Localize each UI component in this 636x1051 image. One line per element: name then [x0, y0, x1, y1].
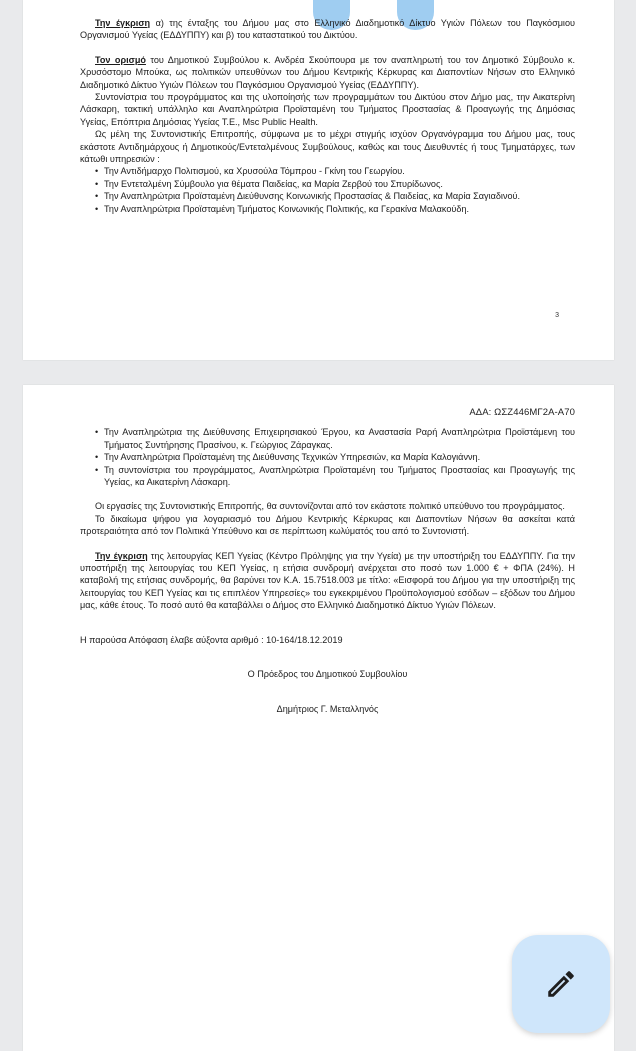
paragraph-coordinator: Συντονίστρια του προγράμματος και της υλοποίησής των προγραμμάτων του Δικτύου στον Δήμο μας, την Αικατερίνη Λάσκαρη, τακτική υπάλληλο και Αναπληρώτρια Προϊσταμένη του Τμήματος Προστασίας & Προαγωγής της Δημόσιας Υγείας, Επόπτρια Δημόσιας Υγείας Τ.Ε., Msc Public Health. [80, 92, 575, 127]
list-item: • Την Αναπληρώτρια της Διεύθυνσης Επιχειρησιακού Έργου, κα Αναστασία Ραρή Αναπληρώτρια Προϊστάμενη του Τμήματος Συντήρησης Πρασίνου, κ. Γεώργιος Ζάραγκας. [95, 426, 575, 451]
list-item: • Την Αναπληρώτρια Προϊσταμένη Τμήματος Κοινωνικής Πολιτικής, κα Γερακίνα Μαλακούδη. [95, 203, 575, 215]
member-list [80, 165, 575, 215]
paragraph-committee-work: Οι εργασίες της Συντονιστικής Επιτροπής, θα συντονίζονται από τον εκάστοτε πολιτικό υπεύθυνο του προγράμματος. [95, 501, 565, 512]
edit-button[interactable] [512, 935, 610, 1033]
decision-number: Η παρούσα Απόφαση έλαβε αύξοντα αριθμό : 10-164/18.12.2019 [80, 634, 343, 645]
president-title: Ο Πρόεδρος του Δημοτικού Συμβουλίου [247, 669, 408, 680]
page-content [80, 407, 575, 715]
member-list [80, 426, 575, 488]
paragraph-approval: Την έγκριση α) της ένταξης του Δήμου μας στο Ελληνικό Διαδημοτικό Δίκτυο Υγιών Πόλεων του Παγκόσμιου Οργανισμού Υγείας (ΕΔΔΥΠΠΥ) και β) του καταστατικού του Δικτύου. [80, 18, 575, 41]
president-name: Δημήτριος Γ. Μεταλληνός [276, 703, 379, 714]
list-item: • Τη συντονίστρια του προγράμματος, Αναπληρώτρια Προϊσταμένη του Τμήματος Προστασίας και Προαγωγής της Υγείας, κα Αικατερίνη Λάσκαρη. [95, 464, 575, 489]
list-item: • Την Αναπληρώτρια Προϊσταμένη της Διεύθυνσης Τεχνικών Υπηρεσιών, κα Μαρία Καλογιάννη. [95, 451, 575, 463]
page-number: 3 [555, 312, 559, 319]
list-item: • Την Εντεταλμένη Σύμβουλο για θέματα Παιδείας, κα Μαρία Ζερβού του Σπυρίδωνος. [95, 178, 575, 190]
pencil-icon [544, 967, 578, 1001]
paragraph-committee: Ως μέλη της Συντονιστικής Επιτροπής, σύμφωνα με το μέχρι στιγμής ισχύον Οργανόγραμμα του Δήμου μας, τους εκάστοτε Αντιδημάρχους ή Δημοτικούς/Εντεταλμένους Συμβούλους, καθώς και τους Διευθυντές ή τους Τμηματάρχες, των κάτωθι υπηρεσιών : [80, 129, 575, 165]
list-item: • Την Αντιδήμαρχο Πολιτισμού, κα Χρυσούλα Τόμπρου - Γκίνη του Γεωργίου. [95, 165, 575, 177]
document-page-3 [23, 0, 614, 360]
page-content [80, 17, 575, 215]
ada-code: ΑΔΑ: ΩΣΖ446ΜΓ2Α-Α70 [469, 407, 575, 418]
paragraph-appointment: Τον ορισμό του Δημοτικού Συμβούλου κ. Ανδρέα Σκούπουρα με τον αναπληρωτή του τον Δημοτικό Σύμβουλο κ. Χρυσόστομο Μπούκα, ως πολιτικών υπευθύνων του Δήμου Κεντρικής Κέρκυρας και Διαποντίων Νήσων στο Ελληνικό Διαδημοτικό Δίκτυο Υγιών Πόλεων του Παγκόσμιου Οργανισμού Υγείας (ΕΔΔΥΠΠΥ). [80, 54, 575, 90]
paragraph-voting-right: Το δικαίωμα ψήφου για λογαριασμό του Δήμου Κεντρικής Κέρκυρας και Διαποντίων Νήσων θα ασκείται κατά προτεραιότητα από τον Πολιτικά Υπεύθυνο και σε περίπτωση κωλύματός του από το Συντονιστή. [80, 513, 575, 537]
list-item: • Την Αναπληρώτρια Προϊσταμένη Διεύθυνσης Κοινωνικής Προστασίας & Παιδείας, κα Μαρία Σαγιαδινού. [95, 190, 575, 202]
paragraph-kep-approval: Την έγκριση της λειτουργίας ΚΕΠ Υγείας (Κέντρο Πρόληψης για την Υγεία) με την υποστήριξη του ΕΔΔΥΠΠΥ. Για την υποστήριξη της λειτουργίας του ΚΕΠ Υγείας, η ετήσια συνδρομή ανέρχεται στο ποσό των 1.000 € + ΦΠΑ (24%). Η καταβολή της ετήσιας συνδρομής, θα βαρύνει τον Κ.Α. 15.7518.003 με τίτλο: «Εισφορά του Δήμου για την υποστήριξη της λειτουργίας του ΚΕΠ Υγείας και τις επιπλέον Υπηρεσίες» του εγκεκριμένου Προϋπολογισμού εσόδων – εξόδων του Δήμου μας, κάθε έτους. Το ποσό αυτό θα καταβάλλει ο Δήμος στο Ελληνικό Διαδημοτικό Δίκτυο Υγιών Πόλεων. [80, 550, 575, 611]
